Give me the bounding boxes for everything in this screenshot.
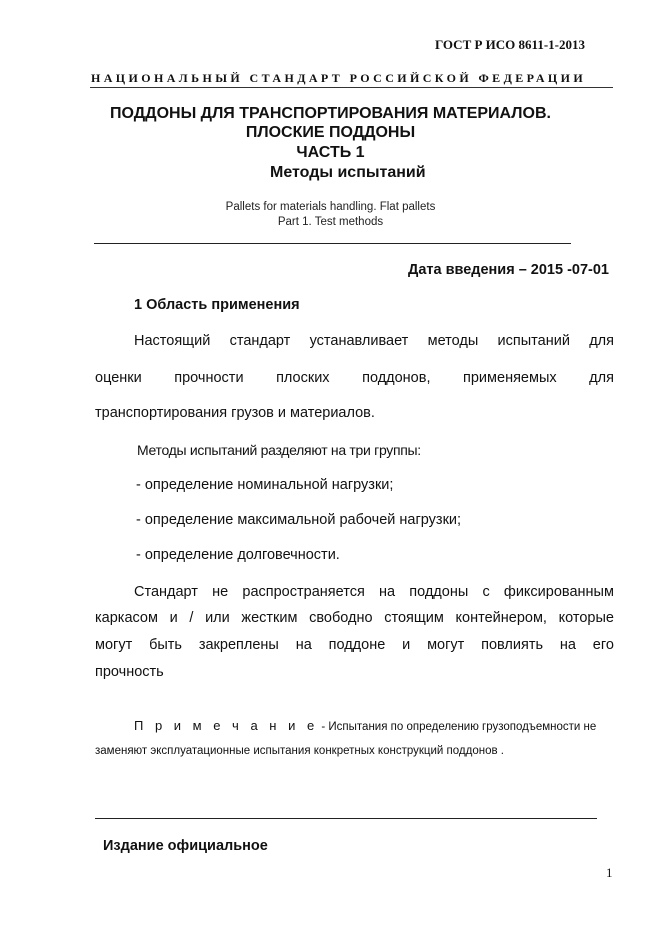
para2-line-3: [95, 637, 614, 653]
list-item-3: - определение долговечности.: [136, 547, 340, 563]
word: каркасом: [95, 610, 158, 626]
word: на: [378, 584, 396, 600]
word: фиксированным: [503, 584, 614, 600]
standard-code: ГОСТ Р ИСО 8611-1-2013: [434, 37, 585, 52]
word: поддоне: [328, 637, 386, 653]
word: могут: [95, 637, 133, 653]
word: и: [169, 610, 178, 626]
word: его: [592, 637, 614, 653]
word: стандарт: [229, 333, 291, 349]
para1-line-3: транспортирования грузов и материалов.: [95, 405, 375, 421]
page-number: 1: [606, 865, 613, 880]
para2-line-1: [134, 584, 614, 600]
word: устанавливает: [309, 333, 409, 349]
word: или: [205, 610, 230, 626]
word: /: [189, 610, 194, 626]
word: и: [402, 637, 411, 653]
title-line-3: ЧАСТЬ 1: [296, 144, 365, 161]
list-item-1: - определение номинальной нагрузки;: [136, 477, 394, 493]
section-heading: 1 Область применения: [134, 297, 300, 313]
title-divider: [94, 243, 571, 244]
word: жестким: [241, 610, 298, 626]
word: которые: [558, 610, 614, 626]
introduction-date: Дата введения – 2015 -07-01: [407, 262, 609, 278]
national-standard-banner: НАЦИОНАЛЬНЫЙ СТАНДАРТ РОССИЙСКОЙ ФЕДЕРАЦИИ: [91, 71, 587, 85]
para2-line-4: прочность: [95, 664, 164, 680]
official-edition: Издание официальное: [103, 838, 268, 854]
word: прочности: [174, 370, 244, 386]
word: оценки: [95, 370, 142, 386]
word: повлиять: [481, 637, 544, 653]
note-line-1: [134, 717, 596, 735]
para1-line-1: [134, 333, 614, 349]
word: могут: [427, 637, 465, 653]
list-item-2: - определение максимальной рабочей нагрузки;: [136, 512, 462, 528]
word: контейнером,: [455, 610, 547, 626]
title-line-1: ПОДДОНЫ ДЛЯ ТРАНСПОРТИРОВАНИЯ МАТЕРИАЛОВ.: [110, 105, 551, 122]
english-title-line-1: Pallets for materials handling. Flat pallets: [225, 201, 436, 213]
note-text-1: - Испытания по определению грузоподъемности не: [318, 721, 597, 733]
para2-line-2: [95, 610, 614, 626]
word: не: [212, 584, 229, 600]
note-label: П р и м е ч а н и е: [134, 718, 319, 733]
word: испытаний: [497, 333, 570, 349]
word: Стандарт: [134, 584, 198, 600]
word: свободно: [309, 610, 373, 626]
word: для: [589, 333, 614, 349]
word: стоящим: [384, 610, 444, 626]
word: распространяется: [242, 584, 365, 600]
word: Настоящий: [134, 333, 211, 349]
word: для: [589, 370, 614, 386]
footer-divider: [95, 818, 597, 819]
word: поддоны: [409, 584, 469, 600]
word: применяемых: [463, 370, 557, 386]
word: с: [482, 584, 490, 600]
word: на: [559, 637, 576, 653]
title-line-4: Методы испытаний: [270, 164, 426, 181]
word: быть: [149, 637, 182, 653]
note-line-2: заменяют эксплуатационные испытания конкретных конструкций поддонов .: [95, 745, 504, 757]
word: поддонов,: [362, 370, 431, 386]
word: на: [295, 637, 312, 653]
word: закреплены: [198, 637, 279, 653]
para1-line-2: [95, 370, 614, 386]
title-line-2: ПЛОСКИЕ ПОДДОНЫ: [245, 124, 416, 141]
english-title-line-2: Part 1. Test methods: [277, 216, 384, 228]
header-divider: [90, 87, 613, 88]
word: плоских: [276, 370, 330, 386]
groups-intro: Методы испытаний разделяют на три группы:: [137, 442, 421, 458]
word: методы: [427, 333, 479, 349]
